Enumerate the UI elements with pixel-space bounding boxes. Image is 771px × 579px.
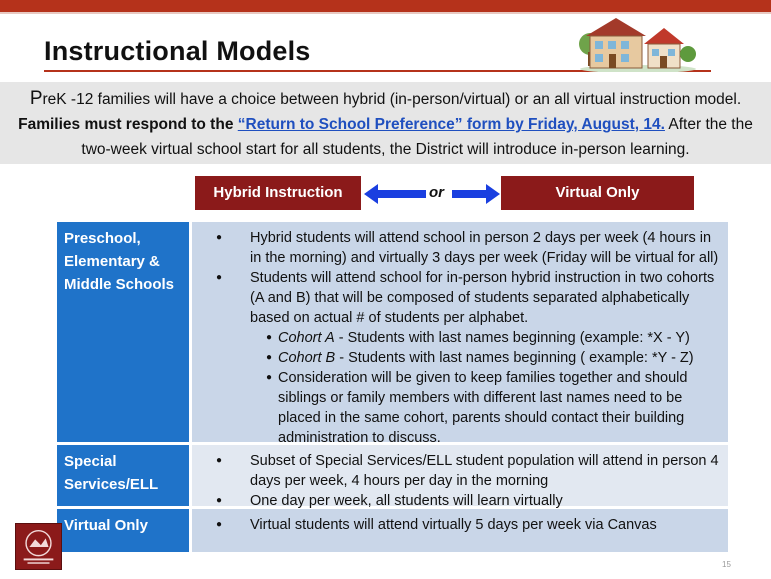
intro-line-2-rest: After the the	[664, 116, 753, 133]
arrow-right-icon	[452, 184, 500, 204]
row-heading: Preschool, Elementary & Middle Schools	[57, 222, 189, 442]
list-item: ● Virtual students will attend virtually 5 days per week via Canvas	[212, 515, 720, 535]
cohort-label: Cohort B	[278, 350, 336, 366]
houses-illustration-icon	[578, 14, 698, 72]
sub-list-item-text: - Students with last names beginning ( example: *Y - Z)	[335, 350, 694, 366]
table-row	[57, 509, 728, 552]
intro-bold-text: Families must respond to the	[18, 116, 238, 133]
intro-line-2	[0, 112, 771, 137]
sub-list-item-text: - Students with last names beginning (example: *X - Y)	[334, 330, 690, 346]
row-content	[192, 445, 728, 509]
sub-list-item-text: Consideration will be given to keep families together and should siblings or family members with different last names need to be placed in the same cohort, parents should contact their building administration to discuss.	[278, 370, 688, 446]
or-label: or	[429, 184, 444, 201]
table-row	[57, 222, 728, 446]
list-item: ● One day per week, all students will learn virtually	[212, 491, 720, 511]
row-heading: Special Services/ELL	[57, 445, 189, 506]
virtual-only-box: Virtual Only	[501, 176, 694, 210]
district-logo	[15, 523, 62, 570]
intro-banner	[0, 82, 771, 164]
preference-form-link[interactable]: “Return to School Preference” form by Friday, August, 14.	[237, 116, 665, 133]
intro-line-3: two-week virtual school start for all students, the District will introduce in-person learning.	[81, 141, 690, 158]
cohort-label: Cohort A	[278, 330, 335, 346]
intro-line-1-text: reK -12 families will have a choice between hybrid (in-person/virtual) or an all virtual instruction model.	[42, 91, 742, 108]
hybrid-instruction-box: Hybrid Instruction	[195, 176, 361, 210]
sub-list-item	[266, 368, 720, 448]
list-item-text: Students will attend school for in-person hybrid instruction in two cohorts (A and B) that will be composed of students separated alphabetically based on actual # of students per alphabet.	[250, 270, 715, 326]
top-accent-bar	[0, 0, 771, 12]
intro-cap-letter: P	[29, 88, 43, 109]
list-item: ● Subset of Special Services/ELL student population will attend in person 4 days per week, 4 hours per day in the morning	[212, 451, 720, 491]
row-content	[192, 509, 728, 552]
sub-list-item	[266, 348, 720, 368]
instructional-models-table	[57, 222, 728, 555]
list-item	[212, 268, 720, 448]
arrow-left-icon	[364, 184, 426, 204]
page-number: 15	[722, 560, 731, 569]
page-title: Instructional Models	[44, 36, 311, 66]
row-content	[192, 222, 728, 446]
sub-list-item	[266, 328, 720, 348]
row-heading: Virtual Only	[57, 509, 189, 552]
table-row	[57, 445, 728, 509]
list-item: ● Hybrid students will attend school in person 2 days per week (4 hours in in the morning) and virtually 3 days per week (Friday will be virtual for all)	[212, 228, 720, 268]
intro-line-1	[0, 86, 771, 112]
